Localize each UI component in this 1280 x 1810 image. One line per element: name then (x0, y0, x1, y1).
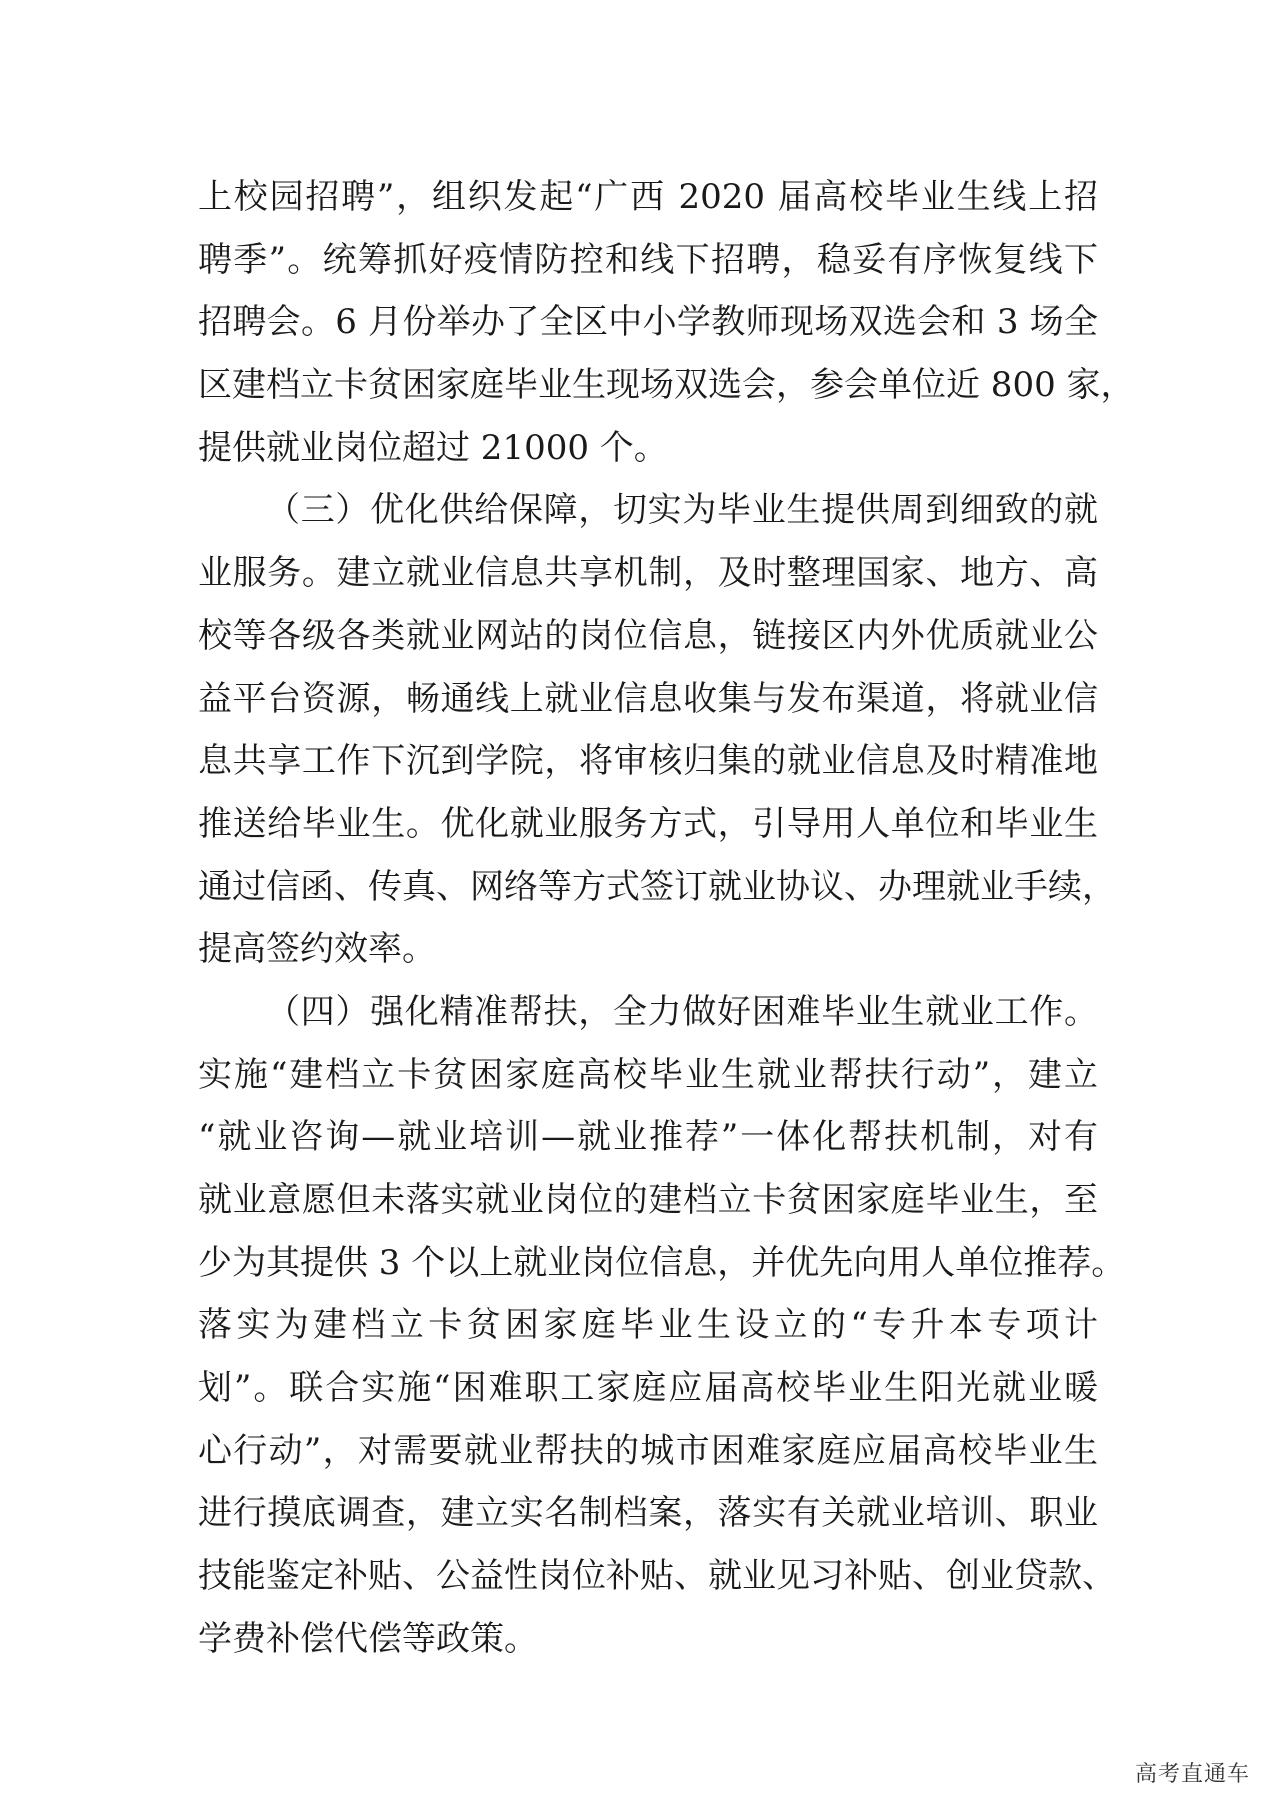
text-line: 区建档立卡贫困家庭毕业生现场双选会，参会单位近 800 家， (198, 365, 1135, 406)
text-line: 实施“建档立卡贫困家庭高校毕业生就业帮扶行动”，建立 (198, 1054, 1098, 1095)
text-line: 提供就业岗位超过 21000 个。 (198, 427, 668, 468)
text-line: 校等各级各类就业网站的岗位信息，链接区内外优质就业公 (198, 615, 1098, 656)
text-line: 落实为建档立卡贫困家庭毕业生设立的“专升本专项计 (198, 1305, 1098, 1346)
watermark-text: 高考直通车 (1134, 1762, 1250, 1787)
text-line: 聘季”。统筹抓好疫情防控和线下招聘，稳妥有序恢复线下 (198, 239, 1098, 280)
text-line: “就业咨询—就业培训—就业推荐”一体化帮扶机制，对有 (198, 1117, 1098, 1158)
text-line: 通过信函、传真、网络等方式签订就业协议、办理就业手续， (198, 866, 1116, 907)
text-line: 进行摸底调查，建立实名制档案，落实有关就业培训、职业 (198, 1493, 1098, 1534)
text-line: 息共享工作下沉到学院，将审核归集的就业信息及时精准地 (198, 741, 1098, 782)
text-line: 招聘会。6 月份举办了全区中小学教师现场双选会和 3 场全 (198, 302, 1098, 343)
text-line: 划”。联合实施“困难职工家庭应届高校毕业生阳光就业暖 (198, 1368, 1098, 1409)
section-heading-line: （三）优化供给保障，切实为毕业生提供周到细致的就 (266, 490, 1098, 531)
text-line: 上校园招聘”，组织发起“广西 2020 届高校毕业生线上招 (198, 177, 1098, 217)
text-line: 学费补偿代偿等政策。 (198, 1618, 538, 1659)
text-line: 少为其提供 3 个以上就业岗位信息，并优先向用人单位推荐。 (198, 1242, 1126, 1283)
text-line: 业服务。建立就业信息共享机制，及时整理国家、地方、高 (198, 553, 1098, 594)
section-heading-line: （四）强化精准帮扶，全力做好困难毕业生就业工作。 (266, 991, 1098, 1032)
text-line: 益平台资源，畅通线上就业信息收集与发布渠道，将就业信 (198, 678, 1098, 719)
text-line: 技能鉴定补贴、公益性岗位补贴、就业见习补贴、创业贷款、 (198, 1556, 1116, 1597)
text-line: 推送给毕业生。优化就业服务方式，引导用人单位和毕业生 (198, 803, 1098, 844)
text-line: 提高签约效率。 (198, 929, 436, 970)
body-text (198, 166, 1135, 1671)
text-line: 心行动”，对需要就业帮扶的城市困难家庭应届高校毕业生 (198, 1430, 1098, 1471)
text-line: 就业意愿但未落实就业岗位的建档立卡贫困家庭毕业生，至 (198, 1180, 1098, 1220)
